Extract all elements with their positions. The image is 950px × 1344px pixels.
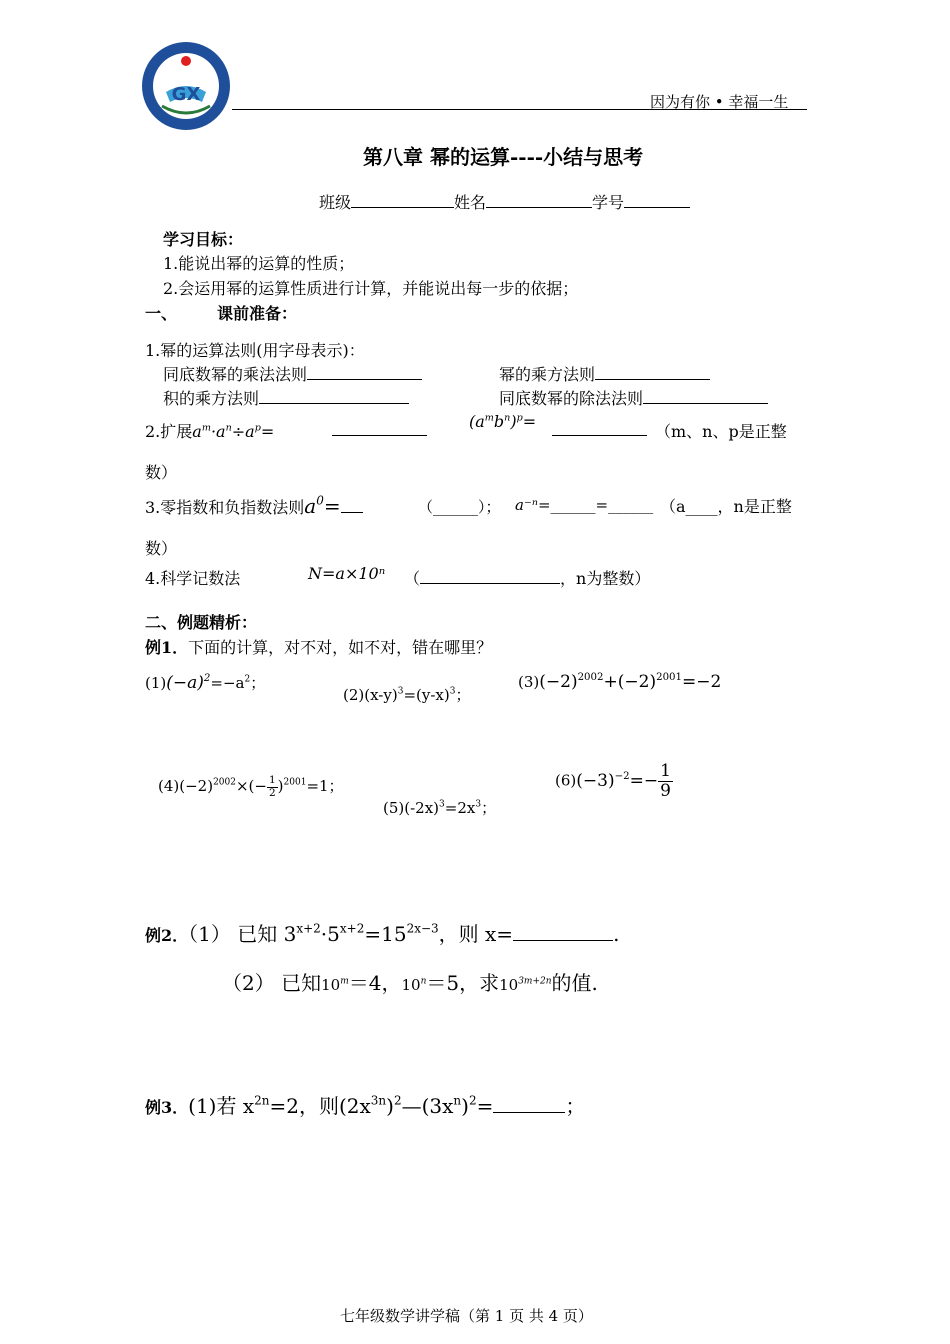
page-footer: 七年级数学讲学稿（第 1 页 共 4 页） [340, 1307, 593, 1325]
q2-expr1: $a^m\cdot a^n\div a^p=$ [192, 422, 275, 441]
objectives-heading: 学习目标： [163, 230, 244, 249]
objective-item: 1.能说出幂的运算的性质； [163, 254, 355, 273]
name-field[interactable] [486, 191, 592, 208]
page-title: 第八章 幂的运算----小结与思考 [363, 145, 644, 169]
header-rule [232, 109, 807, 110]
motto: 因为有你 • 幸福一生 [650, 93, 789, 111]
section1-text: 课前准备： [217, 304, 298, 323]
q3-cond-end: 数） [145, 539, 178, 558]
q2-line: 2.扩展$a^m\cdot a^n\div a^p=$ [145, 422, 275, 441]
ex1-item-6: $(6)(-3)^{-2}=-$ $\frac{1}{9}$ [555, 761, 671, 801]
q2-cond: （m、n、p是正整 [655, 422, 787, 441]
ex1-line: 例1．下面的计算，对不对，如不对，错在哪里？ [145, 638, 493, 657]
q4-paren: （ ，n为整数） [404, 569, 651, 588]
id-field[interactable] [624, 191, 690, 208]
ex2-line1: 例2．（1） 已知 $3^{x+2}\cdot 5^{x+2}=15^{2x-3}$，则 x= . [145, 921, 620, 946]
objective-item: 2.会运用幂的运算性质进行计算，并能说出每一步的依据； [163, 279, 579, 298]
q2-expr2: $(a^mb^n)^p=$ [469, 412, 537, 431]
ex1-item-1: $(1)(-a)^2=-a^2$； [145, 672, 266, 693]
rule-mul-field[interactable] [307, 363, 422, 380]
ex2-line2: （2） 已知$10^m=4$，$10^n=5$，求$10^{3m+2n}$的值. [222, 971, 598, 995]
rule-div-field[interactable] [643, 387, 768, 404]
q2-cond-end: 数） [145, 463, 178, 482]
ex1-item-2: $(2)(x-y)^3=(y-x)^3$； [343, 686, 471, 704]
q3-line: 3.零指数和负指数法则$a^0=$ [145, 494, 363, 518]
q1-label: 1.幂的运算法则(用字母表示)： [145, 341, 365, 360]
q3-paren: （______）； [418, 498, 501, 516]
rule-product: 积的乘方法则 [163, 386, 409, 409]
ex2-answer-field[interactable] [513, 920, 613, 941]
rule-power: 幂的乘方法则 [499, 362, 710, 385]
ex1-item-4: $(4)(-2)^{2002}\times(-$ $\frac{1}{2}$ )$^{2001}$=1； [158, 774, 344, 799]
ex3-answer-field[interactable] [493, 1092, 565, 1113]
q4-field[interactable] [420, 567, 560, 584]
q3-expr: $a^0=$ [304, 493, 341, 518]
logo-letters: GX [171, 84, 201, 105]
section1-heading [145, 301, 297, 324]
section2-heading: 二、例题精析： [145, 613, 258, 632]
q4-label: 4.科学记数法 [145, 569, 241, 588]
q3-cond: （a____，n是正整 [660, 497, 792, 516]
school-logo [140, 40, 232, 132]
q2-field2[interactable] [552, 419, 647, 440]
rule-product-field[interactable] [259, 387, 409, 404]
rule-div: 同底数幂的除法法则 [499, 386, 768, 409]
rule-mul: 同底数幂的乘法法则 [163, 362, 422, 385]
q2-field1[interactable] [332, 419, 427, 440]
q4-expr: N=a×10ⁿ [308, 564, 386, 583]
ex1-item-3: $(3)(-2)^{2002}+(-2)^{2001}=-2$ [518, 671, 722, 692]
class-field[interactable] [351, 191, 454, 208]
ex3-line1: 例3．(1)若 $x^{2n}=2$，则$(2x^{3n})^2—(3x^n)^2=$ ； [145, 1093, 586, 1118]
q3-field[interactable] [341, 496, 363, 513]
id-label: 学号 [592, 193, 625, 212]
ex1-item-5: $(5)(-2x)^3=2x^3$； [383, 799, 497, 817]
info-line [319, 190, 690, 213]
rule-power-field[interactable] [595, 363, 710, 380]
name-label: 姓名 [454, 193, 487, 212]
section1-num: 一、 [145, 304, 178, 323]
q3-neg: a⁻ⁿ=______=______ [515, 496, 654, 514]
class-label: 班级 [319, 193, 352, 212]
